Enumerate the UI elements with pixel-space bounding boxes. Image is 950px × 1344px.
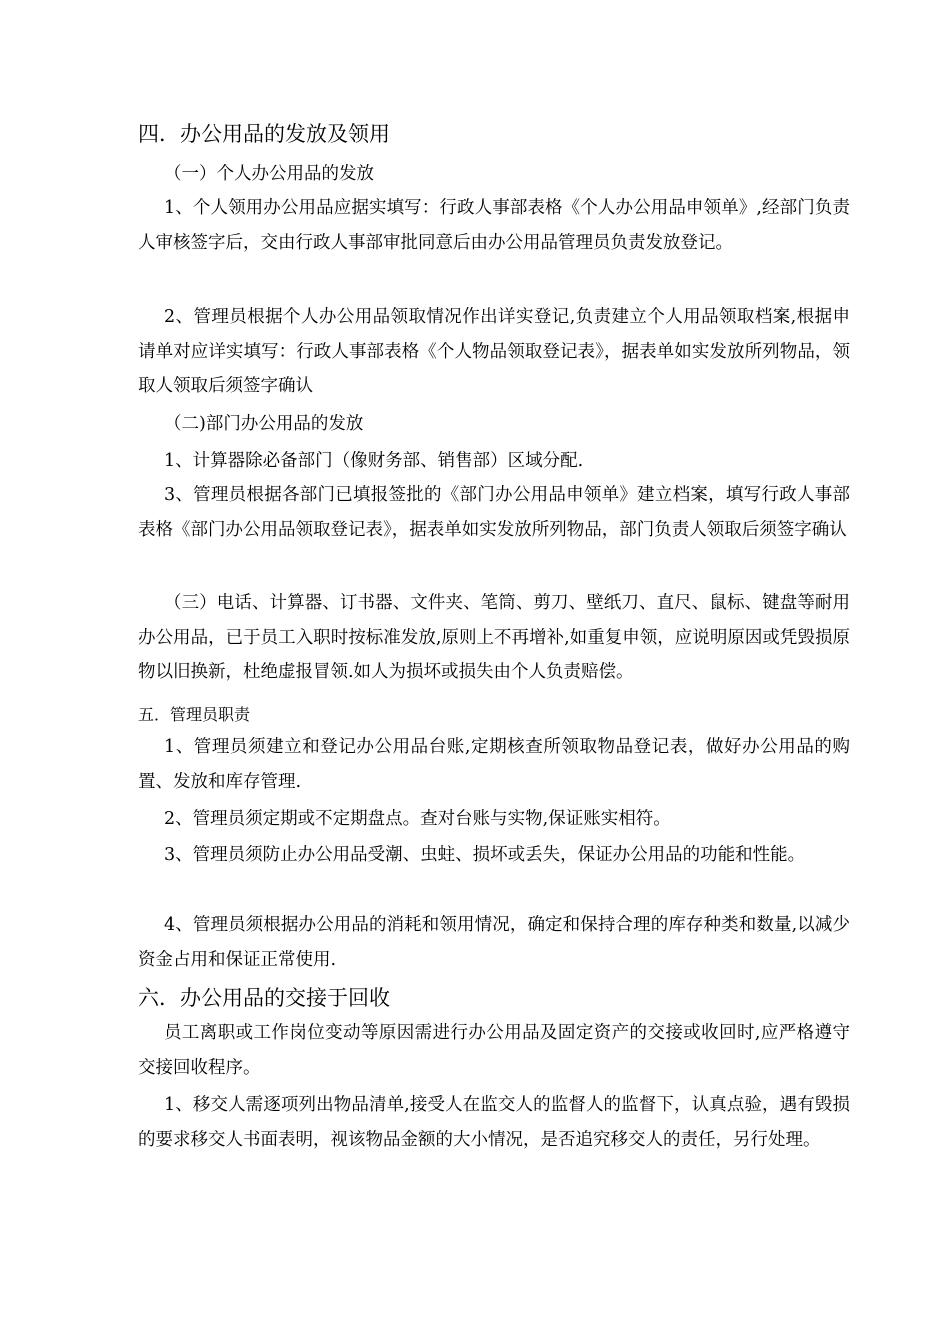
section-6-title: 六．办公用品的交接于回收 [138,986,390,1010]
subsection-2-title: （二)部门办公用品的发放 [164,414,364,434]
paragraph: 3、管理员根据各部门已填报签批的《部门办公用品申领单》建立档案，填写行政人事部表格《部门办公用品领取登记表》，据表单如实发放所列物品，部门负责人领取后须签字确认 [138,485,850,540]
paragraph: 3、管理员须防止办公用品受潮、虫蛀、损坏或丢失，保证办公用品的功能和性能。 [164,845,806,865]
section-4-title: 四．办公用品的发放及领用 [138,122,390,146]
paragraph: 2、管理员根据个人办公用品领取情况作出详实登记,负责建立个人用品领取档案,根据申请单对应详实填写：行政人事部表格《个人物品领取登记表》，据表单如实发放所列物品，领取人领取后须签字确认 [138,307,850,396]
subsection-1-title: （一）个人办公用品的发放 [164,164,374,184]
paragraph: 1、移交人需逐项列出物品清单,接受人在监交人的监督人的监督下，认真点验，遇有毁损的要求移交人书面表明，视该物品金额的大小情况，是否追究移交人的责任，另行处理。 [138,1095,850,1150]
paragraph: 1、管理员须建立和登记办公用品台账,定期核查所领取物品登记表，做好办公用品的购置、发放和库存管理. [138,737,850,792]
paragraph: （三）电话、计算器、订书器、文件夹、笔筒、剪刀、壁纸刀、直尺、鼠标、键盘等耐用办公用品，已于员工入职时按标准发放,原则上不再增补,如重复申领，应说明原因或凭毁损原物以旧换新，杜绝虚报冒领.如人为损坏或损失由个人负责赔偿。 [138,593,850,682]
paragraph: 1、计算器除必备部门（像财务部、销售部）区域分配. [164,451,584,471]
paragraph: 1、个人领用办公用品应据实填写：行政人事部表格《个人办公用品申领单》,经部门负责人审核签字后，交由行政人事部审批同意后由办公用品管理员负责发放登记。 [138,198,850,253]
paragraph: 员工离职或工作岗位变动等原因需进行办公用品及固定资产的交接或收回时,应严格遵守交接回收程序。 [138,1023,850,1078]
section-5-title: 五．管理员职责 [138,705,251,724]
paragraph: 2、管理员须定期或不定期盘点。查对台账与实物,保证账实相符。 [164,809,671,829]
paragraph: 4、管理员须根据办公用品的消耗和领用情况，确定和保持合理的库存种类和数量,以减少资金占用和保证正常使用. [138,915,850,970]
